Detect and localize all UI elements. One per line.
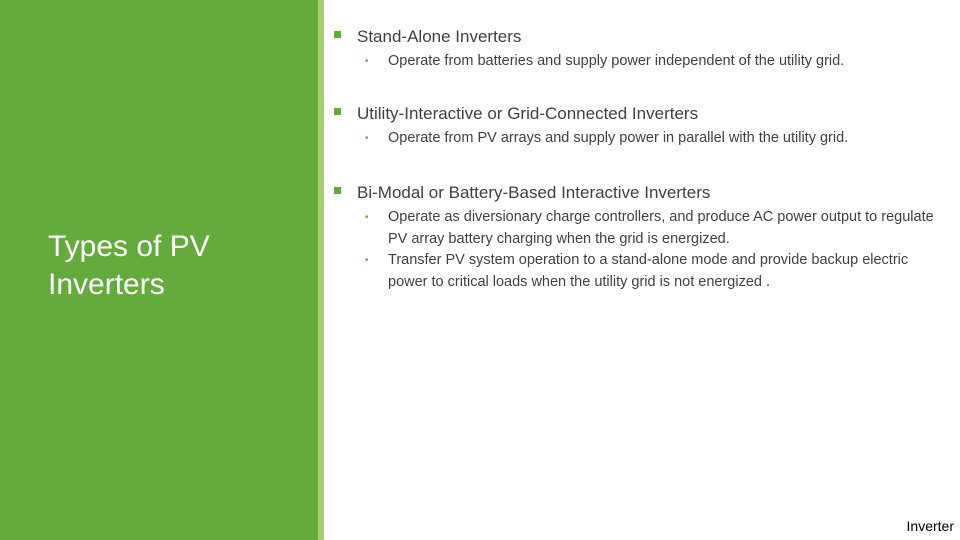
sub-bullet-text: Transfer PV system operation to a stand-alone mode and provide backup electric power to critical loads when the utility grid is not energized . xyxy=(388,252,909,290)
bullet-heading-text: Bi-Modal or Battery-Based Interactive Inverters xyxy=(357,183,711,202)
bullet-group-bi-modal xyxy=(334,182,944,293)
sub-bullet-list xyxy=(334,51,944,73)
sub-bullet xyxy=(334,250,944,293)
sub-bullet xyxy=(334,207,944,250)
square-bullet-icon xyxy=(334,31,341,38)
bullet-heading-text: Utility-Interactive or Grid-Connected Inverters xyxy=(357,103,699,123)
accent-divider xyxy=(318,0,324,540)
dot-bullet-icon: • xyxy=(365,255,369,266)
footer-label: Inverter xyxy=(906,518,954,534)
bullet-group-stand-alone xyxy=(334,26,944,73)
sub-bullet xyxy=(334,128,944,150)
bullet-group-grid-connected xyxy=(334,103,944,150)
bullet-heading xyxy=(334,26,944,48)
square-bullet-icon xyxy=(334,187,341,194)
bullet-heading xyxy=(334,182,944,204)
sub-bullet-list xyxy=(334,207,944,293)
bullet-heading xyxy=(334,103,944,125)
square-bullet-icon xyxy=(334,108,341,115)
sub-bullet-list xyxy=(334,128,944,150)
slide-title: Types of PV Inverters xyxy=(48,230,210,301)
dot-bullet-icon: • xyxy=(365,132,369,144)
bullet-heading-text: Stand-Alone Inverters xyxy=(357,27,522,46)
sub-bullet-text: Operate from batteries and supply power independent of the utility grid. xyxy=(388,53,845,69)
sub-bullet xyxy=(334,51,944,73)
dot-bullet-icon: • xyxy=(365,212,369,223)
sub-bullet-text: Operate as diversionary charge controllers, and produce AC power output to regulate PV array battery charging when the grid is energized. xyxy=(388,209,934,247)
sub-bullet-text: Operate from PV arrays and supply power in parallel with the utility grid. xyxy=(388,129,849,146)
dot-bullet-icon: • xyxy=(365,56,369,67)
title-panel xyxy=(0,0,318,540)
bullet-content xyxy=(334,26,944,293)
